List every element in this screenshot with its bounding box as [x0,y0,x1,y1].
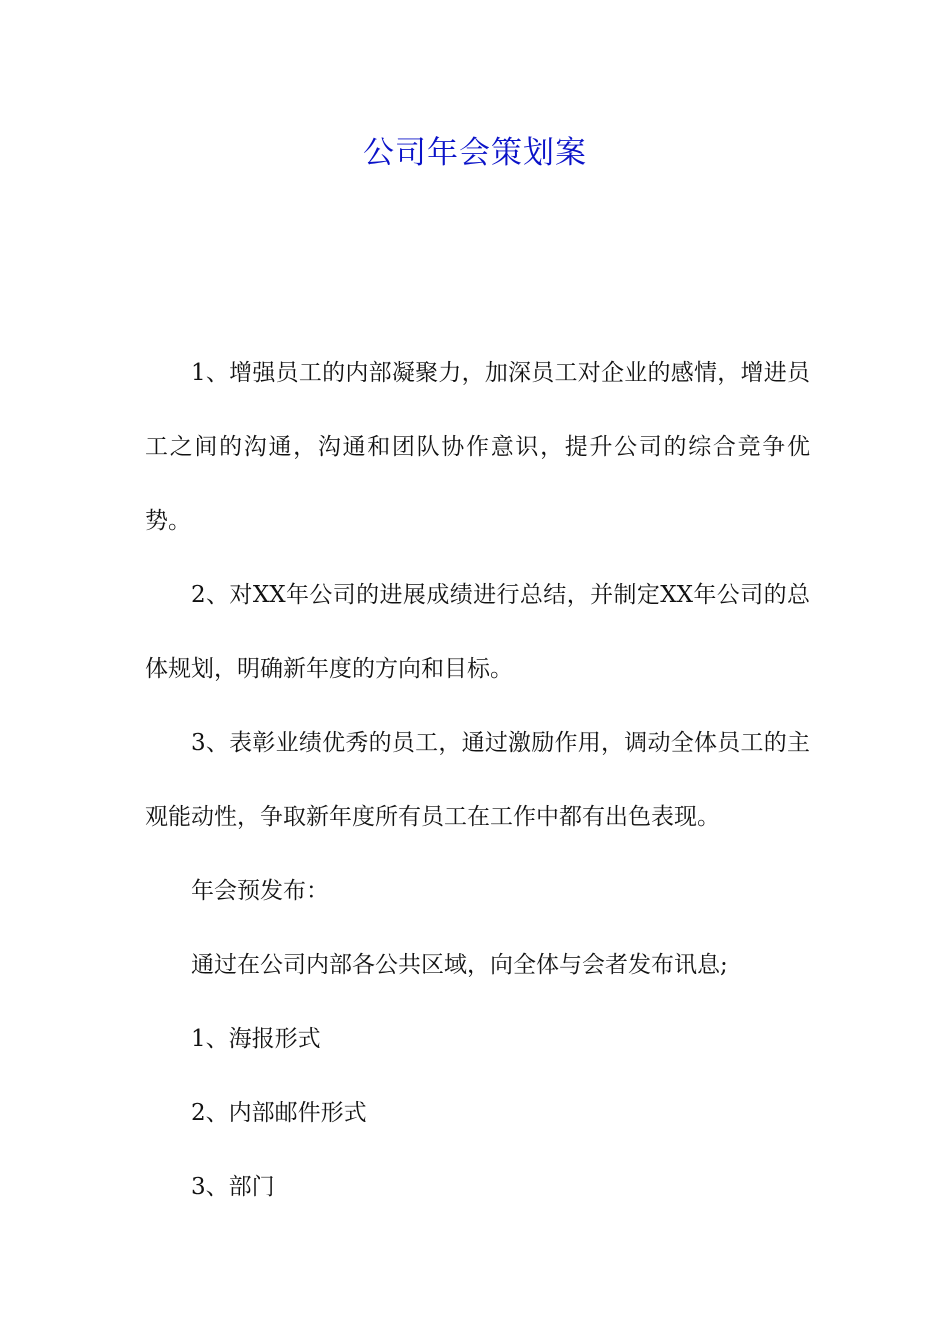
document-body [145,336,810,1224]
paragraph-goal-2: 2、对XX年公司的进展成绩进行总结，并制定XX年公司的总体规划，明确新年度的方向和目标。 [145,582,810,682]
paragraph-prerelease-intro: 通过在公司内部各公共区域，向全体与会者发布讯息; [191,952,728,978]
document-title: 公司年会策划案 [363,135,587,171]
list-item-department: 3、部门 [191,1174,275,1200]
list-item-email: 2、内部邮件形式 [191,1100,367,1126]
paragraph-goal-1: 1、增强员工的内部凝聚力，加深员工对企业的感情，增进员工之间的沟通，沟通和团队协作意识，提升公司的综合竞争优势。 [145,360,810,534]
paragraph-prerelease-heading: 年会预发布： [191,878,329,904]
paragraph-goal-3: 3、表彰业绩优秀的员工，通过激励作用，调动全体员工的主观能动性，争取新年度所有员工在工作中都有出色表现。 [145,730,810,830]
list-item-poster: 1、海报形式 [191,1026,321,1052]
